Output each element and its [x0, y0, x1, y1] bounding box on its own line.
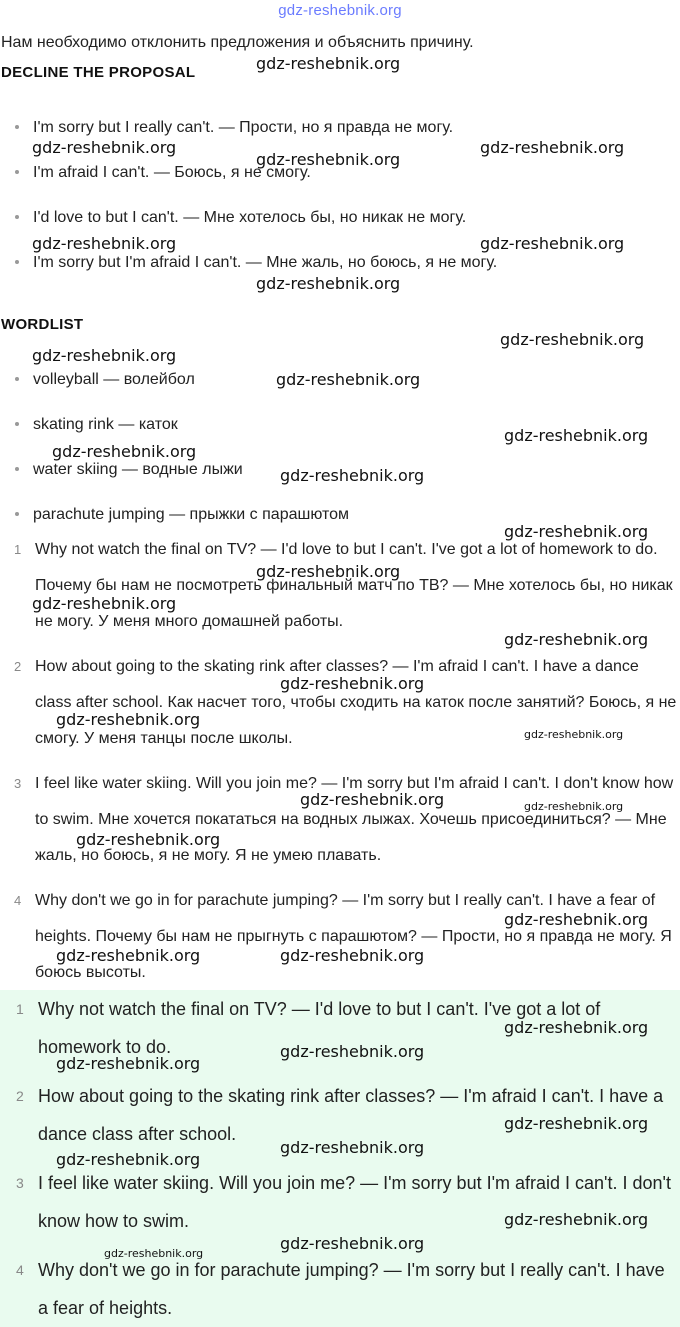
watermark: gdz-reshebnik.org	[504, 1210, 649, 1229]
item-text: I feel like water skiing. Will you join me? — I'm sorry but I'm afraid I can't. I don't know how to swim. Мне хочется покататься на водных лыжах. Хочешь присоединиться? — Мне жаль, но боюсь, я не могу. Я не умею плавать.	[35, 775, 674, 864]
wordlist-heading: WORDLIST	[1, 316, 84, 333]
bullet-dot-icon	[15, 260, 19, 264]
item-text: I feel like water skiing. Will you join me? — I'm sorry but I'm afraid I can't. I don't know how to swim.	[38, 1173, 671, 1231]
intro-text: Нам необходимо отклонить предложения и объяснить причину.	[1, 34, 474, 51]
watermark: gdz-reshebnik.org	[500, 330, 645, 349]
item-number: 3	[14, 776, 22, 791]
translated-item	[14, 883, 678, 991]
watermark: gdz-reshebnik.org	[32, 594, 177, 613]
watermark: gdz-reshebnik.org	[256, 562, 401, 581]
watermark: gdz-reshebnik.org	[504, 910, 649, 929]
watermark: gdz-reshebnik.org	[32, 138, 177, 157]
decline-heading: DECLINE THE PROPOSAL	[1, 64, 196, 81]
item-number: 3	[16, 1175, 24, 1191]
watermark: gdz-reshebnik.org	[56, 710, 201, 729]
site-header-watermark[interactable]: gdz-reshebnik.org	[278, 2, 402, 19]
watermark: gdz-reshebnik.org	[256, 150, 401, 169]
watermark: gdz-reshebnik.org	[280, 946, 425, 965]
item-text: Why don't we go in for parachute jumping? — I'm sorry but I really can't. I have a fear of heights. Почему бы нам не прыгнуть с парашютом? — Прости, но я правда не могу. Я боюсь высоты.	[35, 892, 672, 981]
watermark: gdz-reshebnik.org	[280, 1042, 425, 1061]
watermark: gdz-reshebnik.org	[56, 946, 201, 965]
item-text: Why not watch the final on TV? — I'd love to but I can't. I've got a lot of homework to do.	[38, 999, 601, 1057]
bullet-dot-icon	[15, 125, 19, 129]
watermark: gdz-reshebnik.org	[280, 466, 425, 485]
item-number: 4	[14, 893, 22, 908]
watermark: gdz-reshebnik.org	[280, 1138, 425, 1157]
wordlist-item: skating rink — каток	[15, 416, 178, 434]
watermark: gdz-reshebnik.org	[32, 234, 177, 253]
watermark: gdz-reshebnik.org	[300, 790, 445, 809]
item-number: 2	[14, 659, 22, 674]
watermark: gdz-reshebnik.org	[276, 370, 421, 389]
item-number: 1	[14, 542, 22, 557]
watermark: gdz-reshebnik.org	[480, 234, 625, 253]
watermark: gdz-reshebnik.org	[256, 274, 401, 293]
decline-item: I'd love to but I can't. — Мне хотелось бы, но никак не могу.	[15, 209, 466, 227]
watermark: gdz-reshebnik.org	[104, 1247, 204, 1260]
item-text: How about going to the skating rink after classes? — I'm afraid I can't. I have a dance class after school.	[38, 1086, 664, 1144]
watermark: gdz-reshebnik.org	[504, 630, 649, 649]
item-text: Why not watch the final on TV? — I'd love to but I can't. I've got a lot of homework to do. Почему бы нам не посмотреть финальный матч по ТВ? — Мне хотелось бы, но никак не могу. У меня много домашней работы.	[35, 541, 673, 630]
decline-item: I'm afraid I can't. — Боюсь, я не смогу.	[15, 164, 311, 182]
watermark: gdz-reshebnik.org	[256, 54, 401, 73]
watermark: gdz-reshebnik.org	[504, 1114, 649, 1133]
bullet-dot-icon	[15, 512, 19, 516]
wordlist-item: volleyball — волейбол	[15, 371, 195, 389]
bullet-dot-icon	[15, 215, 19, 219]
watermark: gdz-reshebnik.org	[504, 1018, 649, 1037]
bullet-dot-icon	[15, 170, 19, 174]
item-number: 1	[16, 1001, 24, 1017]
item-text: How about going to the skating rink after classes? — I'm afraid I can't. I have a dance class after school. Как насчет того, чтобы сходить на каток после занятий? Боюсь, я не смогу. У меня танцы после школы.	[35, 658, 677, 747]
item-number: 4	[16, 1262, 24, 1278]
answer-item	[16, 1251, 676, 1327]
watermark: gdz-reshebnik.org	[56, 1054, 201, 1073]
decline-item: I'm sorry but I'm afraid I can't. — Мне жаль, но боюсь, я не могу.	[15, 254, 497, 272]
watermark: gdz-reshebnik.org	[56, 1150, 201, 1169]
wordlist-item: parachute jumping — прыжки с парашютом	[15, 506, 349, 524]
watermark: gdz-reshebnik.org	[280, 1234, 425, 1253]
watermark: gdz-reshebnik.org	[480, 138, 625, 157]
decline-item: I'm sorry but I really can't. — Прости, но я правда не могу.	[15, 119, 453, 137]
translated-item	[14, 532, 678, 640]
watermark: gdz-reshebnik.org	[504, 426, 649, 445]
watermark: gdz-reshebnik.org	[52, 442, 197, 461]
watermark: gdz-reshebnik.org	[76, 830, 221, 849]
watermark: gdz-reshebnik.org	[32, 346, 177, 365]
item-number: 2	[16, 1088, 24, 1104]
watermark: gdz-reshebnik.org	[524, 728, 624, 741]
watermark: gdz-reshebnik.org	[280, 674, 425, 693]
watermark: gdz-reshebnik.org	[504, 522, 649, 541]
bullet-dot-icon	[15, 377, 19, 381]
wordlist-item: water skiing — водные лыжи	[15, 461, 243, 479]
item-text: Why don't we go in for parachute jumping? — I'm sorry but I really can't. I have a fear of heights.	[38, 1260, 665, 1318]
translated-item	[14, 766, 678, 874]
bullet-dot-icon	[15, 422, 19, 426]
watermark: gdz-reshebnik.org	[524, 800, 624, 813]
bullet-dot-icon	[15, 467, 19, 471]
